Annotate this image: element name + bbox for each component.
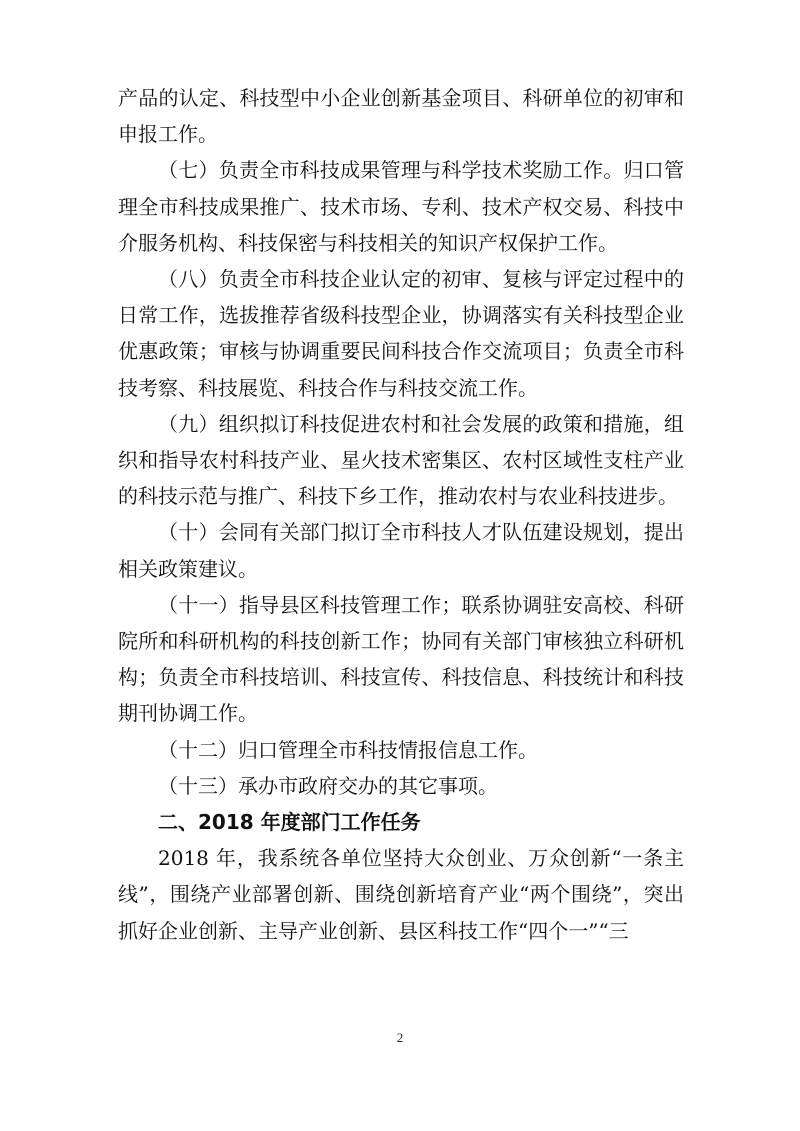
paragraph-continued: 产品的认定、科技型中小企业创新基金项目、科研单位的初审和申报工作。 bbox=[118, 86, 684, 147]
paragraph-item-13: （十三）承办市政府交办的其它事项。 bbox=[158, 773, 498, 798]
paragraph-item-11: （十一）指导县区科技管理工作；联系协调驻安高校、科研院所和科研机构的科技创新工作；协同有关部门审核独立科研机构；负责全市科技培训、科技宣传、科技信息、科技统计和科技期刊协调工作。 bbox=[118, 592, 684, 726]
paragraph-item-12: （十二）归口管理全市科技情报信息工作。 bbox=[158, 737, 538, 762]
paragraph-item-8: （八）负责全市科技企业认定的初审、复核与评定过程中的日常工作，选拔推荐省级科技型企业，协调落实有关科技型企业优惠政策；审核与协调重要民间科技合作交流项目；负责全市科技考察、科技展览、科技合作与科技交流工作。 bbox=[118, 267, 684, 400]
section-paragraph: 2018 年，我系统各单位坚持大众创业、万众创新“一条主线”，围绕产业部署创新、围绕创新培育产业“两个围绕”，突出抓好企业创新、主导产业创新、县区科技工作“四个一”“三 bbox=[118, 846, 684, 943]
paragraph-item-9: （九）组织拟订科技促进农村和社会发展的政策和措施，组织和指导农村科技产业、星火技术密集区、农村区域性支柱产业的科技示范与推广、科技下乡工作，推动农村与农业科技进步。 bbox=[118, 411, 684, 509]
paragraph-item-10: （十）会同有关部门拟订全市科技人才队伍建设规划，提出相关政策建议。 bbox=[118, 520, 684, 581]
document-body bbox=[118, 80, 684, 949]
page-number: 2 bbox=[396, 1030, 404, 1045]
section-heading: 二、2018 年度部门工作任务 bbox=[158, 810, 421, 835]
paragraph-item-7: （七）负责全市科技成果管理与科学技术奖励工作。归口管理全市科技成果推广、技术市场、专利、技术产权交易、科技中介服务机构、科技保密与科技相关的知识产权保护工作。 bbox=[118, 158, 684, 255]
